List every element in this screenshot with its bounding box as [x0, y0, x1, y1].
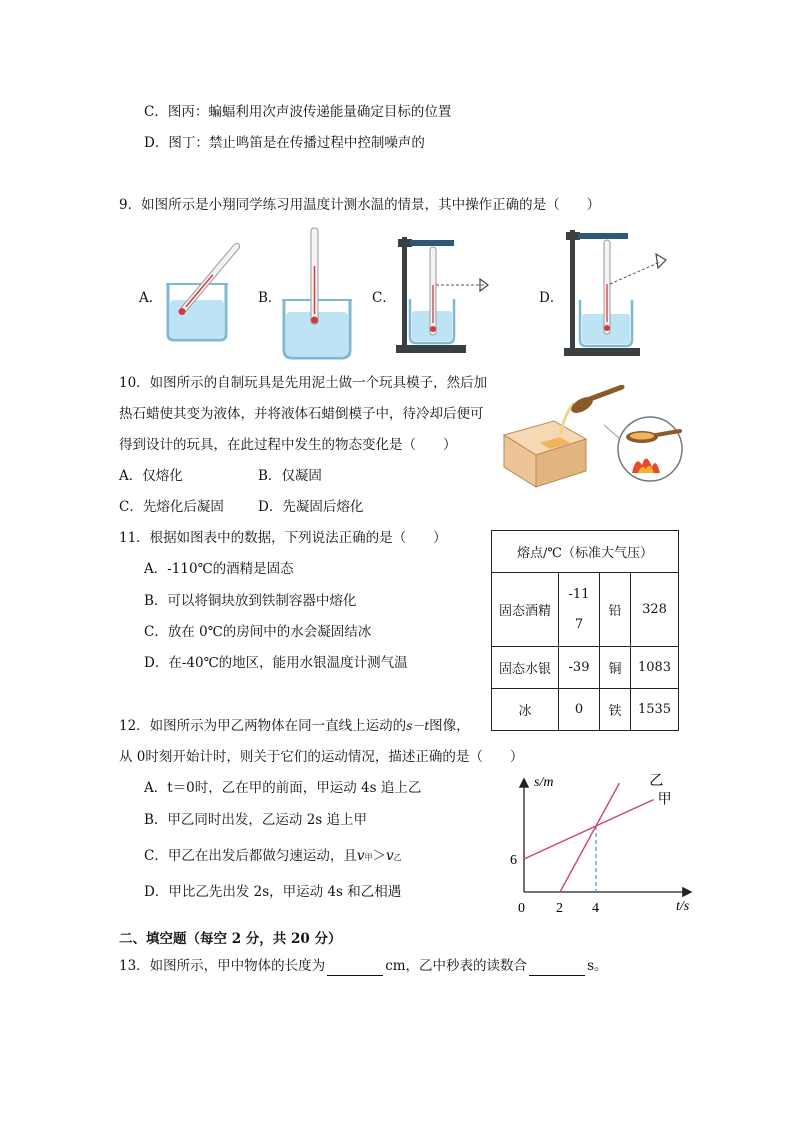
q8-option-d: D．图丁：禁止鸣笛是在传播过程中控制噪声的 — [144, 135, 425, 151]
q8-option-c: C．图丙：蝙蝠利用次声波传递能量确定目标的位置 — [144, 104, 452, 120]
q9-stem: 9．如图所示是小翔同学练习用温度计测水温的情景，其中操作正确的是（ ） — [119, 197, 601, 213]
table-cell: 铁 — [600, 689, 631, 731]
q12-line-1: 12．如图所示为甲乙两物体在同一直线上运动的s－t图像， — [119, 718, 470, 734]
q10-line-3: 得到设计的玩具，在此过程中发生的物态变化是（ ） — [119, 437, 457, 453]
table-cell: -39 — [559, 647, 600, 689]
series-label-jia: 甲 — [657, 791, 672, 808]
wax-mold-figure — [500, 385, 686, 491]
q10-option-b: B．仅凝固 — [258, 468, 322, 484]
answer-blank-length[interactable] — [327, 961, 383, 976]
st-graph — [500, 770, 700, 918]
table-row — [492, 573, 679, 647]
table-cell: 铅 — [600, 573, 631, 647]
table-cell: 固态酒精 — [492, 573, 559, 647]
q11-option-b: B．可以将铜块放到铁制容器中熔化 — [144, 593, 357, 609]
table-cell: 冰 — [492, 689, 559, 731]
series-line-jia — [524, 800, 654, 859]
table-cell: 328 — [631, 573, 679, 647]
y-axis-label: s/m — [534, 775, 554, 790]
series-label-yi: 乙 — [649, 773, 664, 790]
table-cell: 固态水银 — [492, 647, 559, 689]
q9-label-d: D． — [539, 290, 564, 306]
q9-label-b: B． — [258, 290, 282, 306]
table-cell: 0 — [559, 689, 600, 731]
table-cell: 铜 — [600, 647, 631, 689]
x-tick-label: 2 — [556, 901, 563, 916]
q13: 13．如图所示，甲中物体的长度为 cm，乙中秒表的读数合 s。 — [119, 958, 608, 974]
melting-point-table — [491, 530, 679, 731]
y-tick-label: 6 — [510, 853, 517, 868]
beaker-c-figure — [396, 233, 496, 357]
q10-option-a: A．仅熔化 — [119, 468, 183, 484]
q12-option-c: C．甲乙在出发后都做匀速运动，且v甲＞v乙 — [144, 848, 402, 864]
x-tick-label: 0 — [518, 901, 525, 916]
x-axis-label: t/s — [676, 899, 690, 914]
q12-option-b: B．甲乙同时出发，乙运动 2s 追上甲 — [144, 812, 368, 828]
q11-stem: 11．根据如图表中的数据，下列说法正确的是（ ） — [119, 530, 447, 546]
table-cell: 1083 — [631, 647, 679, 689]
beaker-a-figure — [160, 240, 240, 345]
q9-label-c: C． — [372, 290, 396, 306]
table-cell: 1535 — [631, 689, 679, 731]
q10-option-c: C．先熔化后凝固 — [119, 499, 224, 515]
q12-line-2: 从 0时刻开始计时，则关于它们的运动情况，描述正确的是（ ） — [119, 749, 524, 765]
q11-option-c: C．放在 0℃的房间中的水会凝固结冰 — [144, 624, 372, 640]
series-line-yi — [560, 783, 619, 892]
q10-line-1: 10．如图所示的自制玩具是先用泥土做一个玩具模子，然后加 — [119, 375, 488, 391]
q11-option-d: D．在-40℃的地区，能用水银温度计测气温 — [144, 655, 408, 671]
section-2-title: 二、填空题（每空 2 分，共 20 分） — [119, 931, 342, 947]
table-row — [492, 689, 679, 731]
table-row — [492, 647, 679, 689]
q11-option-a: A．-110℃的酒精是固态 — [144, 561, 294, 577]
q10-line-2: 热石蜡使其变为液体，并将液体石蜡倒模子中，待冷却后便可 — [119, 406, 484, 422]
answer-blank-stopwatch[interactable] — [529, 961, 585, 976]
table-header: 熔点/℃（标准大气压） — [492, 531, 679, 573]
beaker-d-figure — [562, 226, 672, 360]
q10-option-d: D．先凝固后熔化 — [258, 499, 364, 515]
x-tick-label: 4 — [592, 901, 599, 916]
beaker-b-figure — [280, 226, 360, 361]
q12-option-a: A．t＝0时，乙在甲的前面，甲运动 4s 追上乙 — [144, 780, 422, 796]
q12-option-d: D．甲比乙先出发 2s，甲运动 4s 和乙相遇 — [144, 884, 402, 900]
table-cell: -11 7 — [559, 573, 600, 647]
q9-label-a: A． — [139, 290, 163, 306]
